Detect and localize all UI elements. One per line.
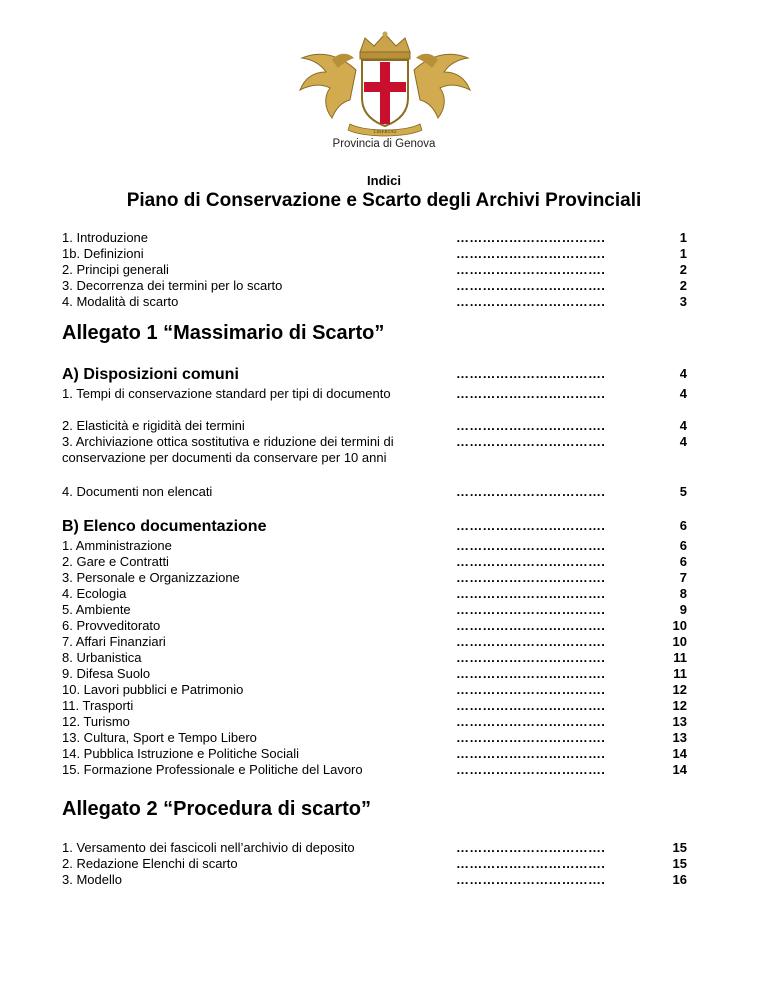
toc-leader: ……………………………. — [456, 762, 606, 777]
toc-label: 4. Modalità di scarto — [62, 294, 179, 309]
toc-page: 12 — [672, 698, 687, 713]
toc-leader: ……………………………. — [456, 872, 606, 887]
toc-leader: ……………………………. — [456, 294, 606, 309]
left-griffin-icon — [300, 54, 356, 118]
toc-leader: ……………………………. — [456, 618, 606, 633]
toc-label: 3. Personale e Organizzazione — [62, 570, 240, 585]
toc-page: 4 — [679, 434, 687, 449]
toc-label: 1. Tempi di conservazione standard per tipi di documento — [62, 386, 391, 401]
toc-leader: ……………………………. — [456, 746, 606, 761]
toc-page: 8 — [679, 586, 687, 601]
toc-label: 2. Elasticità e rigidità dei termini — [62, 418, 245, 433]
toc-label: 3. Decorrenza dei termini per lo scarto — [62, 278, 283, 293]
toc-page: 6 — [679, 518, 687, 533]
toc-label: 14. Pubblica Istruzione e Politiche Sociali — [62, 746, 300, 761]
toc-page: 13 — [672, 730, 687, 745]
toc-page: 7 — [679, 570, 687, 585]
toc-leader: ……………………………. — [456, 570, 606, 585]
toc-leader: ……………………………. — [456, 666, 606, 681]
page-title: Piano di Conservazione e Scarto degli Archivi Provinciali — [126, 190, 642, 211]
toc-leader: ……………………………. — [456, 682, 606, 697]
toc-leader: ……………………………. — [456, 278, 606, 293]
toc-label: 1b. Definizioni — [62, 246, 144, 261]
province-name: Provincia di Genova — [332, 138, 436, 150]
toc-page: 4 — [679, 418, 687, 433]
indici-heading: Indici — [367, 173, 401, 188]
toc-page: 14 — [672, 746, 687, 761]
toc-label: 1. Versamento dei fascicoli nell’archivio di deposito — [62, 840, 355, 855]
toc-leader: ……………………………. — [456, 698, 606, 713]
toc-label: 3. Archiviazione ottica sostitutiva e riduzione dei termini di conservazione per documenti da conservare per 10 anni — [62, 434, 394, 465]
toc-page: 15 — [672, 840, 687, 855]
toc-page: 16 — [672, 872, 687, 887]
toc-page: 9 — [679, 602, 687, 617]
section-b-heading: B) Elenco documentazione — [62, 518, 267, 535]
toc-page: 11 — [673, 666, 687, 681]
crown-icon — [360, 32, 410, 60]
toc-label: 2. Redazione Elenchi di scarto — [62, 856, 238, 871]
toc-page: 13 — [672, 714, 687, 729]
toc-page: 3 — [679, 294, 687, 309]
toc-leader: ……………………………. — [456, 714, 606, 729]
toc-page: 4 — [679, 366, 687, 381]
toc-page: 2 — [679, 262, 687, 277]
toc-leader: ……………………………. — [456, 262, 606, 277]
toc-page: 1 — [679, 246, 687, 261]
toc-leader: ……………………………. — [456, 366, 606, 381]
toc-leader: ……………………………. — [456, 602, 606, 617]
toc-label: 12. Turismo — [62, 714, 130, 729]
toc-leader: ……………………………. — [456, 586, 606, 601]
toc-label: 9. Difesa Suolo — [62, 666, 151, 681]
toc-leader: ……………………………. — [456, 518, 606, 533]
toc-label: 2. Principi generali — [62, 262, 169, 277]
toc-label: 15. Formazione Professionale e Politiche del Lavoro — [62, 762, 363, 777]
toc-label: 10. Lavori pubblici e Patrimonio — [62, 682, 244, 697]
allegato-2-heading: Allegato 2 “Procedura di scarto” — [62, 798, 371, 820]
toc-label: 1. Amministrazione — [62, 538, 172, 553]
toc-label: 6. Provveditorato — [62, 618, 161, 633]
allegato-1-heading: Allegato 1 “Massimario di Scarto” — [62, 322, 385, 344]
toc-page: 11 — [673, 650, 687, 665]
toc-page: 15 — [672, 856, 687, 871]
toc-page: 2 — [679, 278, 687, 293]
toc-leader: ……………………………. — [456, 856, 606, 871]
toc-label: 8. Urbanistica — [62, 650, 142, 665]
toc-leader: ……………………………. — [456, 634, 606, 649]
toc-leader: ……………………………. — [456, 650, 606, 665]
toc-page: 6 — [679, 538, 687, 553]
toc-leader: ……………………………. — [456, 538, 606, 553]
toc-page: 1 — [679, 230, 687, 245]
toc-label: 3. Modello — [62, 872, 122, 887]
toc-leader: ……………………………. — [456, 840, 606, 855]
toc-label: 4. Documenti non elencati — [62, 484, 213, 499]
toc-label: 4. Ecologia — [62, 586, 127, 601]
toc-leader: ……………………………. — [456, 484, 606, 499]
toc-page: 6 — [679, 554, 687, 569]
toc-label: 7. Affari Finanziari — [62, 634, 166, 649]
logo-motto-text: LIBERTAS — [373, 130, 397, 135]
toc-leader: ……………………………. — [456, 230, 606, 245]
toc-leader: ……………………………. — [456, 730, 606, 745]
toc-leader: ……………………………. — [456, 434, 606, 449]
toc-leader: ……………………………. — [456, 554, 606, 569]
toc-page: 4 — [679, 386, 687, 401]
toc-leader: ……………………………. — [456, 246, 606, 261]
shield-icon — [362, 60, 408, 126]
toc-label: 11. Trasporti — [62, 698, 134, 713]
toc-page: 5 — [679, 484, 687, 499]
toc-label: 13. Cultura, Sport e Tempo Libero — [62, 730, 257, 745]
toc-page: 10 — [672, 634, 687, 649]
toc-leader: ……………………………. — [456, 386, 606, 401]
toc-leader: ……………………………. — [456, 418, 606, 433]
toc-label: 2. Gare e Contratti — [62, 554, 169, 569]
toc-label: 5. Ambiente — [62, 602, 131, 617]
toc-page: 14 — [672, 762, 687, 777]
toc-page: 12 — [672, 682, 687, 697]
toc-label: 1. Introduzione — [62, 230, 149, 245]
section-a-heading: A) Disposizioni comuni — [62, 366, 239, 383]
toc-page: 10 — [672, 618, 687, 633]
right-griffin-icon — [414, 54, 470, 118]
provincia-genova-coat-of-arms-logo — [290, 30, 480, 140]
